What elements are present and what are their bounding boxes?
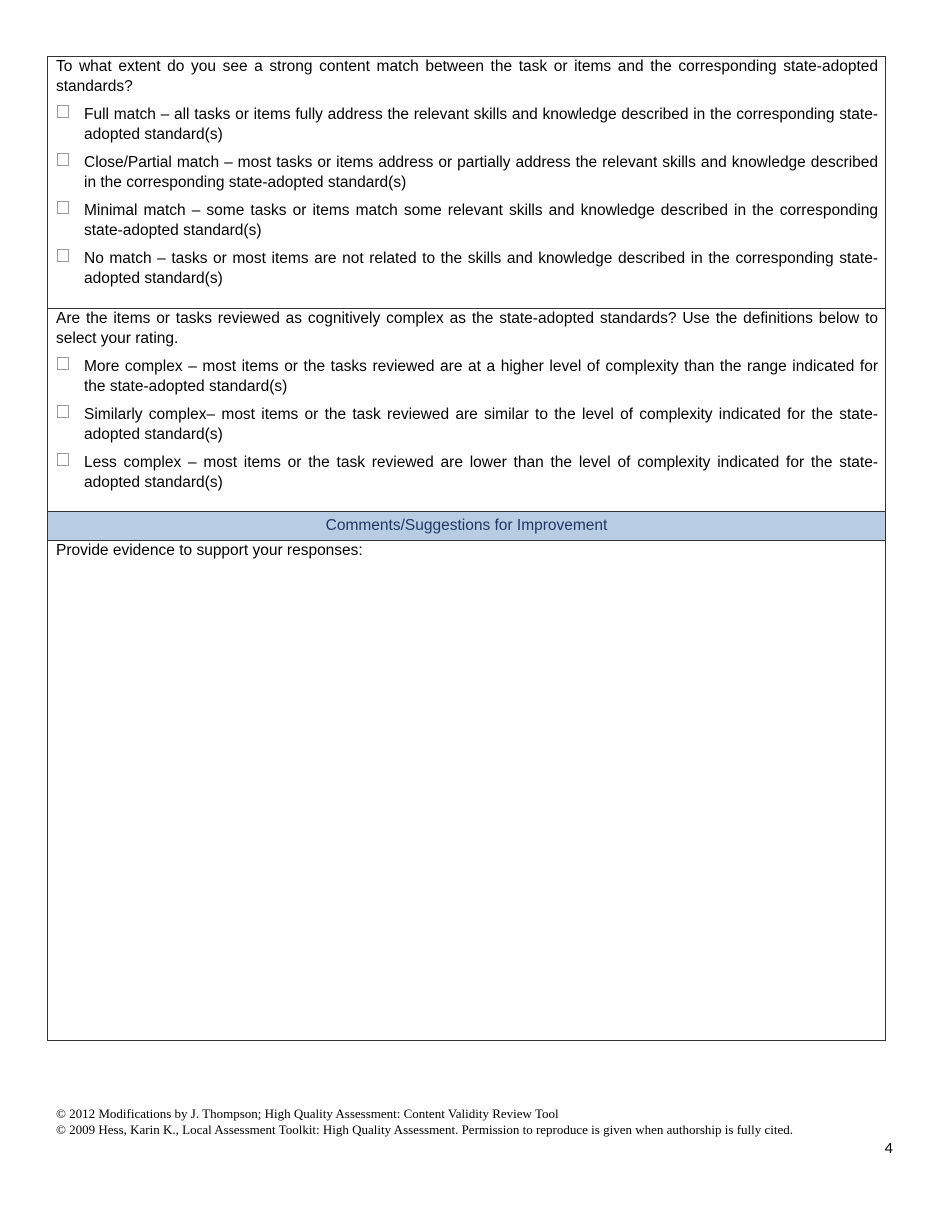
option-name: Less complex	[84, 454, 182, 471]
footer	[56, 1106, 793, 1138]
option-name: More complex	[84, 358, 183, 375]
option-no-match[interactable]	[48, 249, 885, 288]
similarly-complex-checkbox[interactable]	[57, 405, 69, 418]
option-name: Close/Partial match	[84, 154, 220, 171]
option-name: Full match	[84, 106, 156, 123]
option-name: No match	[84, 250, 152, 267]
option-description: – tasks or most items are not related to the skills and knowledge described in the corresponding state-adopted standard(s)	[84, 250, 878, 287]
option-full-match[interactable]	[48, 105, 885, 144]
full-match-checkbox[interactable]	[57, 105, 69, 118]
footer-copyright-2012: © 2012 Modifications by J. Thompson; High Quality Assessment: Content Validity Review Tool	[56, 1106, 559, 1121]
option-description: – most tasks or items address or partially address the relevant skills and knowledge described in the corresponding state-adopted standard(s)	[84, 154, 878, 191]
content-match-section	[48, 57, 885, 308]
option-name: Similarly complex	[84, 406, 207, 423]
option-similarly-complex[interactable]	[48, 405, 885, 444]
option-description: – most items or the task reviewed are lower than the level of complexity indicated for the state-adopted standard(s)	[84, 454, 879, 491]
content-match-question: To what extent do you see a strong content match between the task or items and the corresponding state-adopted standards?	[56, 58, 878, 95]
no-match-checkbox[interactable]	[57, 249, 69, 262]
comments-heading: Comments/Suggestions for Improvement	[48, 511, 885, 541]
option-close-partial-match[interactable]	[48, 153, 885, 192]
option-description: – all tasks or items fully address the relevant skills and knowledge described in the corresponding state-adopted standard(s)	[84, 106, 878, 143]
complexity-question: Are the items or tasks reviewed as cognitively complex as the state-adopted standards? Use the definitions below to select your rating.	[56, 310, 878, 347]
evidence-prompt: Provide evidence to support your responses:	[56, 542, 363, 559]
option-description: – most items or the task reviewed are similar to the level of complexity indicated for the state-adopted standard(s)	[84, 406, 878, 443]
option-description: – most items or the tasks reviewed are at a higher level of complexity than the range indicated for the state-adopted standard(s)	[84, 358, 878, 395]
footer-copyright-2009: © 2009 Hess, Karin K., Local Assessment Toolkit: High Quality Assessment. Permission to reproduce is given when authorship is fully cited.	[56, 1122, 794, 1137]
page-number: 4	[884, 1140, 893, 1157]
less-complex-checkbox[interactable]	[57, 453, 69, 466]
more-complex-checkbox[interactable]	[57, 357, 69, 370]
complexity-section	[48, 308, 885, 512]
option-more-complex[interactable]	[48, 357, 885, 396]
option-description: – some tasks or items match some relevant skills and knowledge described in the corresponding state-adopted standard(s)	[84, 202, 878, 239]
option-less-complex[interactable]	[48, 453, 885, 492]
option-minimal-match[interactable]	[48, 201, 885, 240]
evidence-area[interactable]	[48, 541, 885, 1040]
minimal-match-checkbox[interactable]	[57, 201, 69, 214]
close-partial-match-checkbox[interactable]	[57, 153, 69, 166]
option-name: Minimal match	[84, 202, 186, 219]
review-form	[47, 56, 886, 1041]
